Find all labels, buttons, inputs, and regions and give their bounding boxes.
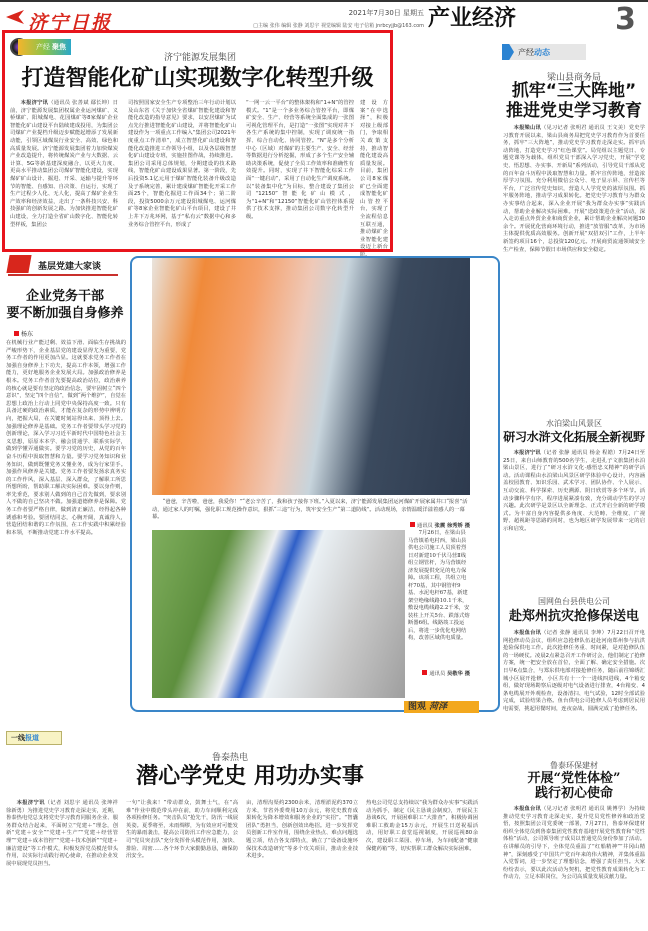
a4-headline: 开展“党性体检” 践行初心使命 <box>527 771 621 801</box>
logo-mark-icon <box>6 10 24 24</box>
a1-body: 本报梁山讯（见习记者 张明君 通讯员 王文美）党史学习教育开展以来，梁山县商务局把党史学习教育作为首要任务，抓牢“三大阵地”，推动党史学习教育走深走实。抓牢活动阵地，打造党史学习“红色课堂”。局党组以主题党日、专题党课等为载体，组织党员干部深入学习党史，开展“学党史、悟思想、办实事、开新局”系列活动，引导党员干部从党的百年奋斗历程中汲取智慧和力量。抓牢宣传阵地，营造浓厚学习氛围。充分利用微信公众号、电子显示屏、宣传栏等平台，广泛宣传党史知识，营造人人学党史的浓厚氛围。抓牢服务阵地，推动学习成果转化。把党史学习教育与为群众办实事结合起来，深入企业开展“我为群众办实事”实践活动，帮助企业解决实际困难。开展“送政策进企业”活动，深入走访重点外贸企业和商贸企业，累计帮助企业解决问题30余个。开展优化营商环境行动，推进“放管服”改革，为市场主体提供优质高效服务。创新开展“双招双引”工作，上半年新签约项目16个，总投资120亿元。开展商贸流通领域安全生产检查，保障节假日市场供应和安全稳定。 <box>503 125 645 253</box>
photo-family-at-mine <box>152 258 470 495</box>
photo1-caption: “爸爸，辛苦啦，爸爸，我爱你！”“老公辛苦了，我和孩子接你下班。”入夏以来，济宁能源发展集团运河煤矿开展家属井口“报喜”活动，通过家人的叮嘱，强化职工规范操作意识，狠抓“三违”行为，筑牢安全生产“第二道防线”。活动现场，亲情温暖洋溢着感人的一幕幕。 <box>152 499 468 520</box>
frontline-col-3: 亩，清理沟渠约2300余米，清理淤泥约370立方米，节省外委费用10万余元，将党史教育成果转化为降本增效和服务企业的“实招”。“智囊团队”勇担当，创新创效出绝招。进一步发挥党员创新工作室作用，围绕企业热点、难点问题选题立项，结合各支部特点，确立了“设备设施环保技术改造研究”等多个攻关项目，推动企业技术进步。 <box>246 800 358 860</box>
frontline-col-4: 热电公司党总支持续以“我为群众办实事”实践活动为抓手，制定《民主恳谈会制度》，开展民主恳谈6次，开展困难职工“大排查”，积极协调困难职工救助金15万余元，开展生日送祝福活动，用好职工食堂巡视制度，开展巡视80余次，建设职工菜园、停车场，为车间配备“健康保健药箱”等，切实帮职工群众解决实际困难。 <box>366 800 478 852</box>
a3-body: 本报鱼台讯（记者 张静 通讯员 李坤）7月22日召开电网抢修动员会议，组织应急抢修队伍赶赴河南郑州参与抗洪抢险保供电工作。此次抢修任务重、时间紧，是对抢修队伍的一场硬仗。凌晨2点紧急召开工作研讨会，他们制定了抢修方案，统一把安全放在首位，全面了解、确定安全措施。次日早6点集合，与郑东供电部对接抢修任务，随后前往锦绣汇城小区展开抢修，小区共有十一个一进线四进线，4个箱变组，做好现场勘察后逐级对电气设备进行排查，4台箱变、4条电缆展开外观检查，设备清扫、电气试验，12时全部试验完成，试验结果合格。鱼台供电公司抢修人员考虑到居民用电需要，挑起用餐时间，连夜奋战，圆满完成了抢修任务。 <box>503 630 645 712</box>
a2-headline: 研习水浒文化拓展全新视野 <box>503 430 645 444</box>
a3-kicker: 国网鱼台县供电公司 <box>538 597 610 606</box>
photo-section-label: 图观 菏泽 <box>404 701 479 713</box>
arrow-icon <box>502 44 514 60</box>
a4-body: 本报鱼台讯（见习记者 张明君 通讯员 姚博学）为持续推动党史学习教育走深走实，提升党员党性修养和政治觉悟，按照集团公司党委统一部署，7月27日，鲁泰环保建材组织全体党员到鲁泰集团党性教育基地开展党性教育和“党性体检”活动，公司领导班子成员以普通党员身份参加了活动。在讲解员的引导下，全体党员重温了“红船精神”“井冈山精神”，深刻感受了中国共产党百年来的伟大精神，并集体重温入党誓词，进一步坚定了理想信念，增强了责任担当。大家纷纷表示，要以此次活动为契机，把党性教育成果转化为工作动力，立足本职岗位，为公司高质量发展贡献力量。 <box>503 806 645 881</box>
focus-col-2: 司按照国家安全生产专项整治三年行动计划以及山东省《关于加快全省煤矿智能化建设和智能化改造的指导意见》要求，以安居煤矿为试点先行推进智能化矿山建设，并将智能化矿山建设作为一项重点工作编入“集团公司2021年度重点工作清单”，成立智慧化矿山建设和智能化改造推进工作领导小组，以及各层级智慧化矿山建设专班，实施挂图作战，持续推进。集团公司采用总体规划，分期建设的技术路线，智能化矿山建设成果显著。第一阶段，先后投资5.1亿元用于煤矿智能化装备升级改造及子系统完善，累计建成煤矿智能化开采工作面25个，智能化掘进工作面34个；第二阶段，投资5000余万元建设阳城煤电、运河煤矿等8家企业智能化矿山平台项目，建设了井上井下万兆环网，基于“私有云”数据中心和多业务综合管控平台，形成了 <box>128 100 236 228</box>
focus-kicker: 济宁能源发展集团 <box>163 53 236 63</box>
newspaper-logo: 济宁日报 <box>28 12 113 34</box>
trends-badge: 产经 动态 <box>502 44 586 60</box>
page-number: 3 <box>615 2 636 37</box>
top-rule <box>0 0 648 2</box>
a3-headline: 赴郑州抗灾抢修保送电 <box>508 609 639 624</box>
focus-col-1: 本报济宁讯（通讯员 张善斌 鄢长坤）日前，济宁能源发展集团权属企业运河煤矿、义桥煤矿、阳城煤电、花园煤矿等8家煤矿企业智能化矿山建设平台陆续建成投用，为集团公司煤矿产业提档升级迈步赋能起增添了发展新动能，引领区域煤炭行业安全、高效、绿色和高质量发展。济宁能源发展集团着力加快煤炭产业改造提升，将传统煤炭产业与大数据、云计算、5G等新基建深度融合，以更大力度、更高水平推动集团公司煤矿智能化建设，实现煤矿矿山设计、掘进、开采、运输与提升等环节的智能、自感知、自决策、自运行，实现了生产过程少人化、无人化，提高了煤矿企业生产效率和经济效益，走出了一条科技兴安、科技强矿的创新发展之路。为加快推进智能化矿山建设，全力打造全省矿山数字化、智能化转型样板，集团公 <box>10 100 118 228</box>
party-banner: 基层党建大家谈 <box>8 258 118 276</box>
photo-power-workers <box>152 530 405 698</box>
frontline-headline: 潜心学党史 用功办实事 <box>136 763 364 789</box>
party-headline: 企业党务干部 要不断加强自身修养 <box>6 289 124 321</box>
focus-col-3: “一网一云一平台”的整体架构和“1+N”的管控模式。“1”是一个多业务综合管控平台，即煤矿安全、生产、经营等系统全面集成的一张图可视化管理平台，是打造“一张图”实现对井下各生产系统的集中控制，实现了调度统一指挥、综合自动化、协同管控。“N”是多个分析中心（区域）对煤矿的主要生产、安全、经营等数据进行分析挖掘，形成了多个生产安全辅助决策系统，促使了全员工作效率和准确性有效提升。同时，实现了井下智能化综采工作面“一键启动”，采用了自动化生产调度系统。以“装备集中化”为目标，整合建设了集团公司“12150”智能化矿山模式，为“1+N”和“12150”智能化矿山管控体系提供了技术支撑，推动集团公司数字化转型升级。 <box>246 100 354 220</box>
a4-kicker: 鲁泰环保建材 <box>550 761 598 770</box>
photo1-credit: 通讯员 张震 徐秀娇 摄 <box>380 522 470 531</box>
frontline-col-2: 一句“让我来！”带动群众，鼓舞士气，在“高难”作业中模范带头冲在前，助力车间顺利完成各项检修任务。“突击队员”抢先干，防汛一线展英姿。夏季将至，未雨绸缪，为有效应对可能发生的暴雨袭击，提高公司防汛工作应急能力，公司“党员突击队”充分发挥骨头模范作用，加快、排险、周密……各个环节大家勤勤恳恳，确保防汛安全。 <box>126 800 238 860</box>
a1-headline: 抓牢“三大阵地” 推进党史学习教育 <box>506 81 642 121</box>
frontline-kicker: 鲁泰热电 <box>211 753 248 763</box>
focus-badge: 产经 聚焦 <box>10 38 71 56</box>
a2-body: 本报济宁讯（记者 张静 通讯员 杨金 程皓）7月24日至25日，来自山师教育的500名学生，走进孔子文旅集团水泊梁山景区，进行了“研习水浒文化·感悟忠义精神”的研学活动。活动课程由水泊梁山风景区研学体验中心设计，内容涵盖校园教育、知识乐园、武术学习、团队协作、个人展示、互动交流、科学探索、历史溯源、阴日欣赏等多个环节。活动步骤科学有序，程序进展紧凑有致，充分调动学生的学习兴趣。此次研学是景区以全新理念、正式开启全新的研学模式。为丰富自身内容提供多角度、大范畴、全维度、广视野、超视距等思路的同时，也为地区研学发展带来一定的启示和启发。 <box>503 450 645 532</box>
a2-kicker: 水泊梁山风景区 <box>546 419 602 428</box>
a1-kicker: 梁山县商务局 <box>546 73 601 83</box>
focus-col-4: 建设方案“在中选择”，积极对接上级部门，争取相关政策支持，推动智能化建设高质量发展。目前，集团公司8家煤矿已全面建成智能化矿山管控平台，实现了全流程信息互联互通，推动煤矿企业智能化建设迈上新台阶。 <box>360 100 388 258</box>
photo2-caption: 7月26日，在梁山县马营镇希电村西，梁山县供电公司施工人员顶着烈日对新建10千伏马营Ⅱ线组立钢管杆，为马营镇经济发展提供充足的电力保障。该项工程，共组立电杆70基，其中钢管杆9基、水泥电杆67基，新建架空绝缘线路10.1千米，敷设电缆线路2.2千米，安装柱上开关5台、跌落式熔断器6组。线路竣工投运后，将进一步优化电网结构，改善区域供电质量。 <box>408 530 470 641</box>
section-title: 产业经济 <box>428 6 517 31</box>
party-body: 在机械行业产能过剩、效益下滑、面临生存挑战的严峻形势下，企业基层党的建设显得尤为重要，党务工作者的作用更加凸显。这就要求党务工作者在加强自身修养上下功夫，提高工作本领，增强工作能力，更好地服务企业发展大局。加强政治修养是根本。党务工作者首先要提高政治站位，政治素养的核心就是要有坚定的政治信念，要牢固树立“四个意识”，坚定“四个自信”，做到“两个维护”，自觉在思想上政治上行动上同党中央保持高度一致。只有具备过硬的政治素质，才能在复杂的形势中辨明方向，把握大局，在关键时刻站得出来、顶得上去。加强理论修养是基础。党务工作者要带头学习党的创新理论，深入学习习近平新时代中国特色社会主义思想，原原本本学、融会贯通学、联系实际学，做到学懂弄通做实。要学习党的历史，从党的百年奋斗历程中汲取智慧和力量。要学习党务知识和业务知识，做到既懂党务又懂业务，成为行家里手。加强作风修养是关键。党务工作者要发扬求真务实的工作作风，深入基层、深入群众，了解职工所思所想所盼，帮助职工解决实际困难。要以身作则，率先垂范，要求别人做到的自己首先做到，要求别人不做的自己坚决不做。加强道德修养是保障。党务工作者要严格自律，做到清正廉洁，经得起各种诱惑和考验。要团结同志，心胸开阔，真诚待人，营造团结和谐的工作氛围，在工作实践中积累经验和本领，不断推动党建工作水平提高。 <box>6 340 126 536</box>
frontline-col-1: 本报济宁讯（记者 刘思宇 通讯员 张坤祥 徐新勇）为推进党史学习教育走深走实，近期，鲁泰热电党总支将党史学习教育同服务企业、服务群众结合起来，平面树立“党建＋”理念，创新“党建＋安全”“党建＋生产”“党建＋经营管理”“党建＋成本管控”“党建＋技术创新”“党建＋廉洁建设”等工作模式，积极发挥党员模范带头作用，以实际行动践行初心使命，在推动企业发展中展现党员担当。 <box>6 800 118 867</box>
issue-date: 2021年7月30日 星期五 <box>348 9 424 17</box>
editor-line: □主编 张伟 编辑 张静 刘思宇 视觉编辑 陆安 电子信箱 jnrbcyjjb@163.com <box>253 23 424 29</box>
frontline-badge: 一线报道 <box>6 731 62 745</box>
party-author: 杨东 <box>14 329 33 338</box>
photo2-credit: 通讯员 吴敬华 摄 <box>408 670 470 679</box>
focus-headline: 打造智能化矿山实现数字化转型升级 <box>21 66 374 91</box>
author-marker-icon <box>14 331 19 336</box>
